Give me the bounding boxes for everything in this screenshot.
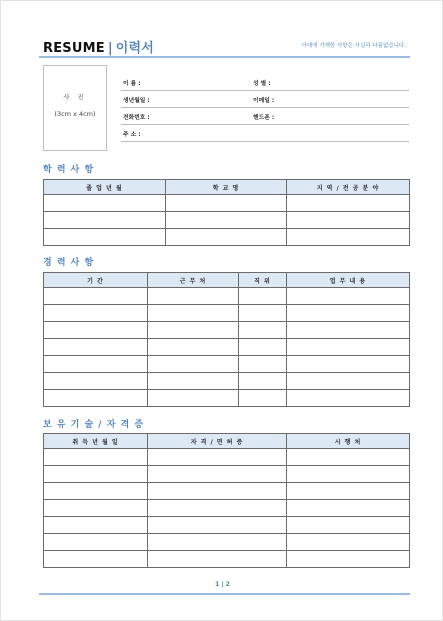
- education-section-title: 학 력 사 항: [43, 165, 95, 175]
- bottom-divider: [39, 593, 410, 595]
- table-row: [44, 534, 410, 551]
- table-row: [44, 288, 410, 305]
- title-korean: 이력서: [115, 41, 155, 56]
- education-table: [43, 179, 410, 246]
- career-header-duties: 업 무 내 용: [287, 273, 410, 288]
- career-section-title: 경 력 사 항: [43, 258, 95, 268]
- education-header-major: 지 역 / 전 공 분 야: [287, 180, 410, 195]
- certificates-header-issuer: 시 행 처: [287, 434, 410, 449]
- education-header-school: 학 교 명: [166, 180, 287, 195]
- career-header-period: 기 간: [44, 273, 148, 288]
- table-row: [44, 500, 410, 517]
- certificates-table: [43, 433, 410, 568]
- personal-info: [121, 74, 409, 142]
- photo-size: (3cm x 4cm): [54, 110, 96, 118]
- table-row: [44, 229, 410, 246]
- table-row: [44, 483, 410, 500]
- table-row: [44, 356, 410, 373]
- info-row-birth: [121, 91, 409, 108]
- career-table: [43, 272, 410, 407]
- table-row: [44, 212, 410, 229]
- table-row: [44, 339, 410, 356]
- info-row-address: [121, 125, 409, 142]
- certificates-header-date: 취 득 년 월 일: [44, 434, 148, 449]
- gender-label: 성 별 :: [253, 81, 271, 87]
- document-title: [43, 37, 154, 56]
- table-row: [44, 390, 410, 407]
- table-row: [44, 517, 410, 534]
- table-row: [44, 466, 410, 483]
- address-label: 주 소 :: [123, 132, 141, 138]
- top-divider: [39, 56, 410, 58]
- table-row: [44, 373, 410, 390]
- certificates-section-title: 보 유 기 술 / 자 격 증: [43, 420, 145, 430]
- education-header-date: 졸 업 년 월: [44, 180, 166, 195]
- title-separator: |: [107, 41, 113, 56]
- declaration-notice: 아래에 기재한 사항은 사실과 다름없습니다.: [301, 43, 406, 49]
- career-header-position: 직 위: [239, 273, 287, 288]
- info-row-phone: [121, 108, 409, 125]
- table-row: [44, 305, 410, 322]
- email-label: 이메일 :: [253, 98, 275, 104]
- education-header-row: [44, 180, 410, 195]
- career-header-company: 근 무 처: [148, 273, 239, 288]
- birthdate-label: 생년월일 :: [123, 98, 150, 104]
- info-row-name: [121, 74, 409, 91]
- photo-label: 사 진: [63, 93, 87, 101]
- table-row: [44, 449, 410, 466]
- title-main: RESUME: [43, 41, 105, 56]
- mobile-label: 핸드폰 :: [253, 115, 275, 121]
- phone-label: 전화번호 :: [123, 115, 150, 121]
- table-row: [44, 322, 410, 339]
- certificates-header-license: 자 격 / 면 허 증: [148, 434, 287, 449]
- table-row: [44, 195, 410, 212]
- page-number: 1 | 2: [215, 581, 230, 588]
- table-row: [44, 551, 410, 568]
- career-header-row: [44, 273, 410, 288]
- name-label: 이 름 :: [123, 81, 141, 87]
- certificates-header-row: [44, 434, 410, 449]
- photo-box: [43, 65, 107, 151]
